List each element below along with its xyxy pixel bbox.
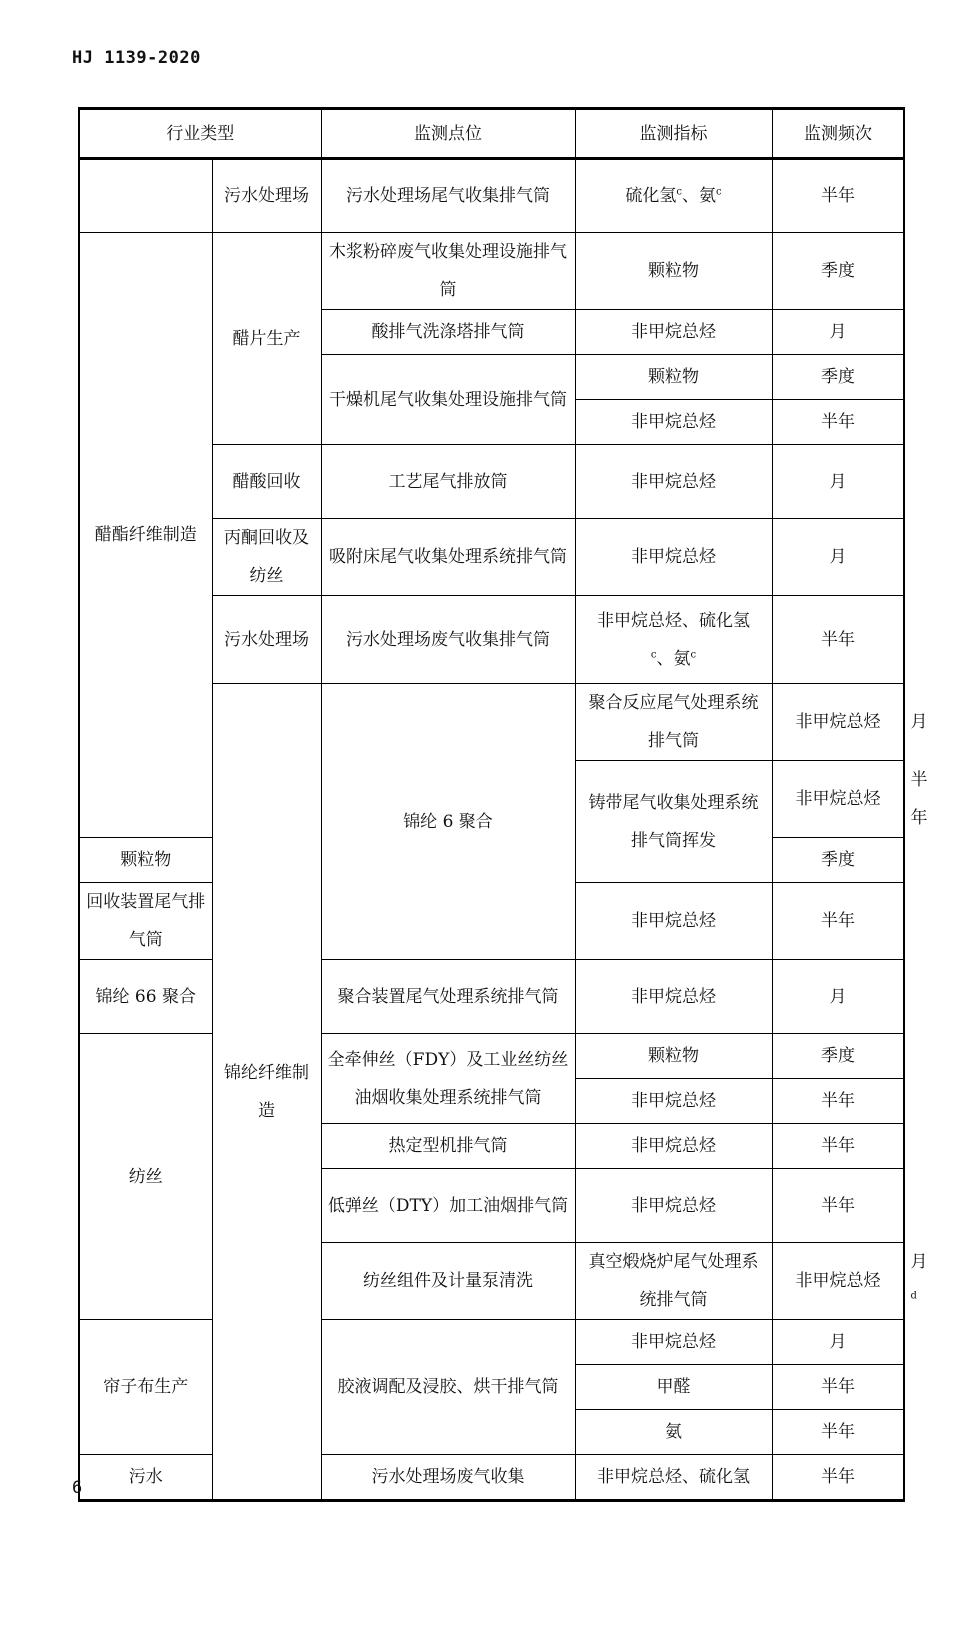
header-monitoring-indicator: 监测指标 xyxy=(575,109,772,159)
frequency-cell: 半年 xyxy=(772,596,904,684)
table-row xyxy=(79,960,904,1034)
point-cell: 低弹丝（DTY）加工油烟排气筒 xyxy=(321,1169,575,1243)
point-cell: 酸排气洗涤塔排气筒 xyxy=(321,310,575,355)
frequency-cell: 月 xyxy=(772,445,904,519)
indicator-cell: 颗粒物 xyxy=(575,355,772,400)
frequency-cell: 半年 xyxy=(772,159,904,233)
indicator-cell: 非甲烷总烃、硫化氢 xyxy=(575,1455,772,1501)
frequency-cell: 半年 xyxy=(772,1410,904,1455)
indicator-cell: 硫化氢$^c$、氨$^c$ xyxy=(575,159,772,233)
process-cell: 锦纶 6 聚合 xyxy=(321,684,575,960)
indicator-cell: 颗粒物 xyxy=(79,838,212,883)
industry-cell-empty xyxy=(79,159,212,233)
indicator-cell: 非甲烷总烃 xyxy=(772,684,904,761)
frequency-cell: 半年 xyxy=(772,1365,904,1410)
point-cell: 工艺尾气排放筒 xyxy=(321,445,575,519)
indicator-cell: 非甲烷总烃 xyxy=(575,400,772,445)
process-cell: 帘子布生产 xyxy=(79,1320,212,1455)
indicator-cell: 非甲烷总烃、硫化氢 $^c$、氨$^c$ xyxy=(575,596,772,684)
point-cell: 热定型机排气筒 xyxy=(321,1124,575,1169)
point-cell: 铸带尾气收集处理系统排气筒挥发 xyxy=(575,761,772,883)
frequency-cell: 月 xyxy=(772,960,904,1034)
frequency-cell: 季度 xyxy=(772,838,904,883)
point-cell: 污水处理场废气收集 xyxy=(321,1455,575,1501)
point-cell: 聚合反应尾气处理系统排气筒 xyxy=(575,684,772,761)
indicator-cell: 颗粒物 xyxy=(575,1034,772,1079)
frequency-cell: 半年 xyxy=(772,883,904,960)
table-row: 锦纶纤维制造 锦纶 6 聚合 聚合反应尾气处理系统排气筒 非甲烷总烃 月 xyxy=(79,684,904,761)
table-row xyxy=(79,1455,904,1501)
monitoring-table xyxy=(78,107,928,1502)
point-cell: 木浆粉碎废气收集处理设施排气筒 xyxy=(321,233,575,310)
indicator-cell: 非甲烷总烃 xyxy=(575,883,772,960)
process-cell: 污水 xyxy=(79,1455,212,1501)
header-monitoring-point: 监测点位 xyxy=(321,109,575,159)
table-row: 铸带尾气收集处理系统排气筒挥发 非甲烷总烃 半年 xyxy=(79,761,904,838)
process-cell: 纺丝组件及计量泵清洗 xyxy=(321,1243,575,1320)
indicator-cell: 甲醛 xyxy=(575,1365,772,1410)
indicator-cell: 颗粒物 xyxy=(575,233,772,310)
process-cell: 污水处理场 xyxy=(212,159,321,233)
indicator-cell: 氨 xyxy=(575,1410,772,1455)
indicator-cell: 非甲烷总烃 xyxy=(575,1079,772,1124)
point-cell: 回收装置尾气排气筒 xyxy=(79,883,212,960)
indicator-cell: 非甲烷总烃 xyxy=(575,445,772,519)
indicator-cell: 非甲烷总烃 xyxy=(772,1243,904,1320)
indicator-cell: 非甲烷总烃 xyxy=(772,761,904,838)
point-cell: 聚合装置尾气处理系统排气筒 xyxy=(321,960,575,1034)
point-cell: 干燥机尾气收集处理设施排气筒 xyxy=(321,355,575,445)
industry-cell: 醋酯纤维制造 xyxy=(79,233,212,838)
table-row xyxy=(79,233,904,310)
point-cell: 真空煅烧炉尾气处理系统排气筒 xyxy=(575,1243,772,1320)
indicator-cell: 非甲烷总烃 xyxy=(575,1124,772,1169)
table-row xyxy=(79,1034,904,1079)
indicator-cell: 非甲烷总烃 xyxy=(575,519,772,596)
table-row xyxy=(79,1320,904,1365)
point-cell: 吸附床尾气收集处理系统排气筒 xyxy=(321,519,575,596)
point-cell: 污水处理场废气收集排气筒 xyxy=(321,596,575,684)
page-number: 6 xyxy=(72,1478,83,1498)
frequency-cell: 季度 xyxy=(772,1034,904,1079)
indicator-cell: 非甲烷总烃 xyxy=(575,1320,772,1365)
industry-cell: 锦纶纤维制造 xyxy=(212,684,321,1501)
header-industry-type: 行业类型 xyxy=(79,109,321,159)
frequency-cell: 半年 xyxy=(772,1455,904,1501)
indicator-cell: 非甲烷总烃 xyxy=(575,960,772,1034)
process-cell: 丙酮回收及纺丝 xyxy=(212,519,321,596)
frequency-cell: 半年 xyxy=(772,1124,904,1169)
header-monitoring-frequency: 监测频次 xyxy=(772,109,904,159)
frequency-cell: 季度 xyxy=(772,233,904,310)
table-row: 纺丝组件及计量泵清洗 真空煅烧炉尾气处理系统排气筒 非甲烷总烃 月$^d$ xyxy=(79,1243,904,1320)
table-row xyxy=(79,159,904,233)
process-cell: 污水处理场 xyxy=(212,596,321,684)
point-cell: 全牵伸丝（FDY）及工业丝纺丝油烟收集处理系统排气筒 xyxy=(321,1034,575,1124)
process-cell: 纺丝 xyxy=(79,1034,212,1320)
table-header-row xyxy=(79,109,904,159)
indicator-cell: 非甲烷总烃 xyxy=(575,310,772,355)
frequency-cell: 半年 xyxy=(772,1169,904,1243)
frequency-cell: 季度 xyxy=(772,355,904,400)
frequency-cell: 半年 xyxy=(772,400,904,445)
process-cell: 锦纶 66 聚合 xyxy=(79,960,212,1034)
point-cell: 污水处理场尾气收集排气筒 xyxy=(321,159,575,233)
document-code: HJ 1139-2020 xyxy=(72,48,201,68)
point-cell: 胶液调配及浸胶、烘干排气筒 xyxy=(321,1320,575,1455)
process-cell: 醋酸回收 xyxy=(212,445,321,519)
indicator-cell: 非甲烷总烃 xyxy=(575,1169,772,1243)
frequency-cell: 月 xyxy=(772,310,904,355)
frequency-cell: 月 xyxy=(772,1320,904,1365)
process-cell: 醋片生产 xyxy=(212,233,321,445)
frequency-cell: 半年 xyxy=(772,1079,904,1124)
frequency-cell: 月 xyxy=(772,519,904,596)
